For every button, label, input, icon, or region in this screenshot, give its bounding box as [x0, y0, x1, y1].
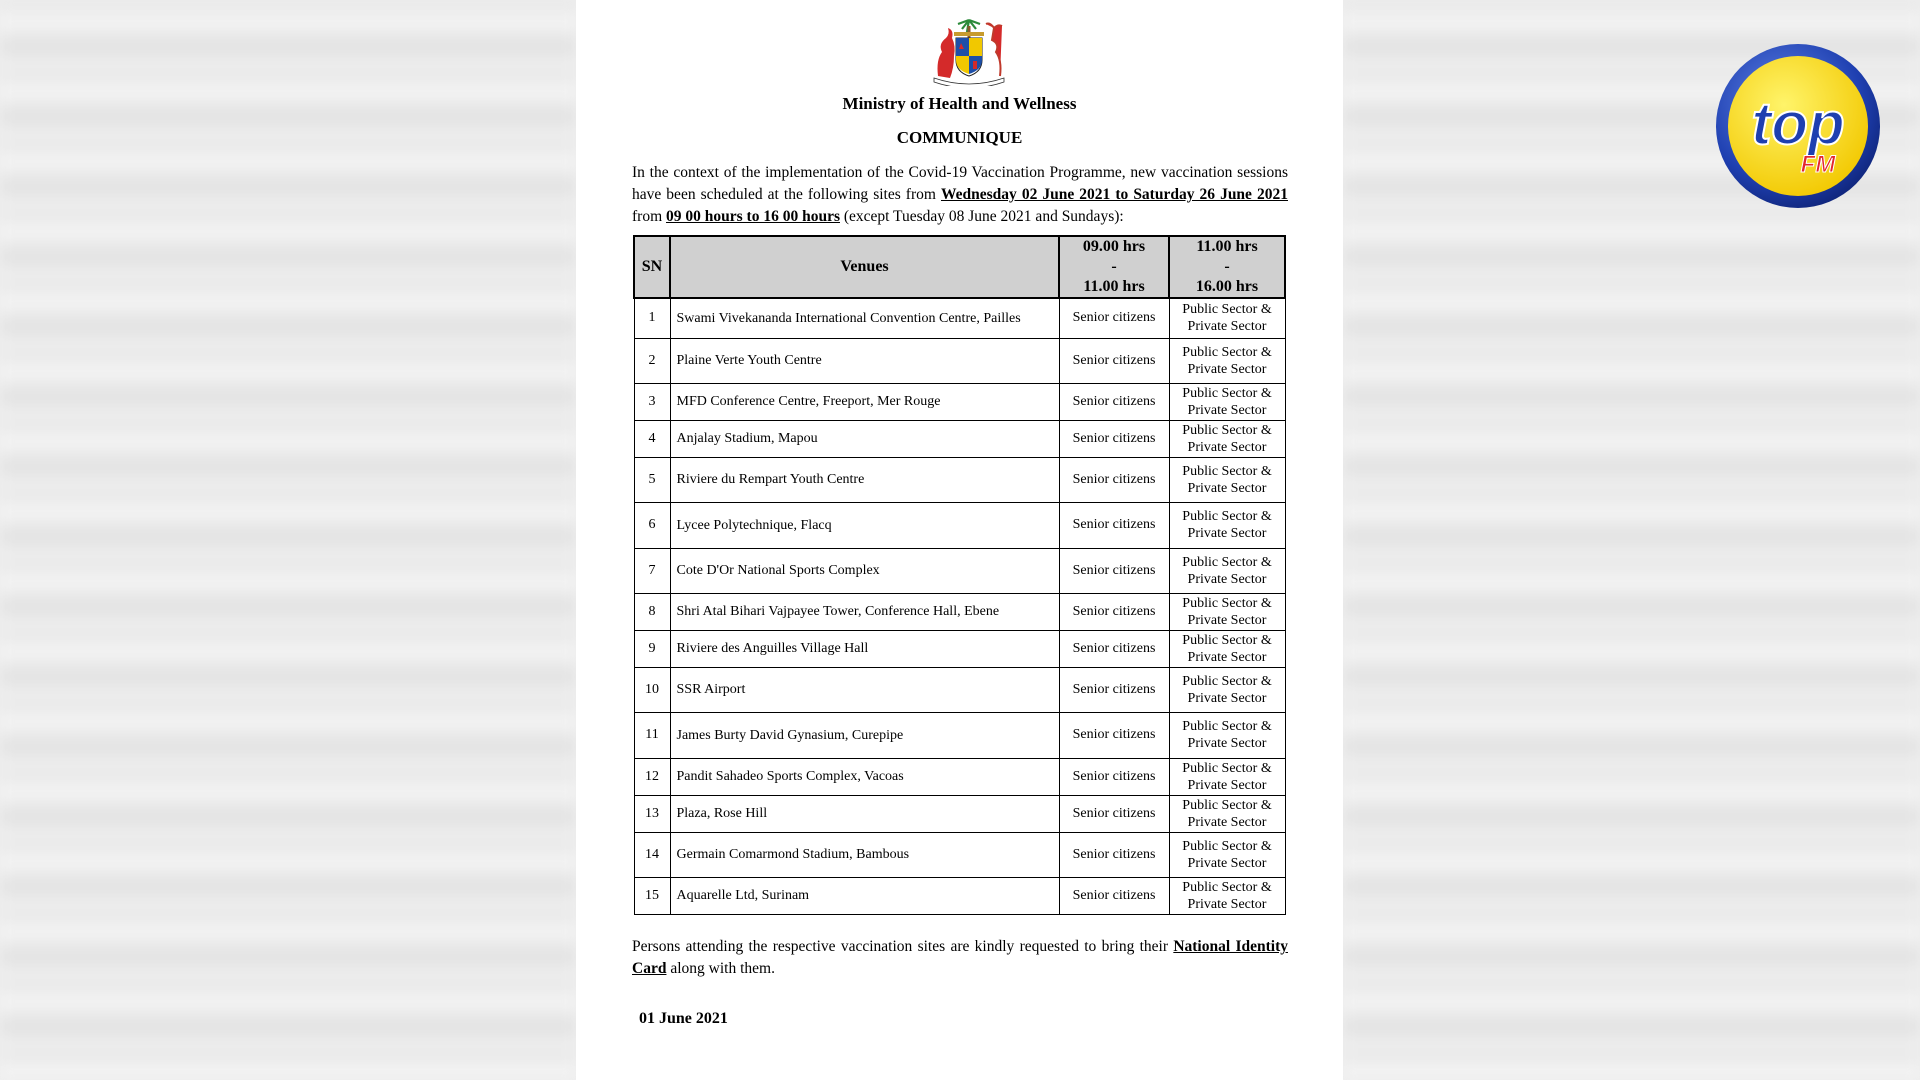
table-row — [634, 877, 1285, 914]
row-morning-group: Senior citizens — [1059, 383, 1169, 420]
row-venue: Aquarelle Ltd, Surinam — [670, 877, 1059, 914]
table-row — [634, 457, 1285, 502]
row-morning-group: Senior citizens — [1059, 758, 1169, 795]
row-venue: Germain Comarmond Stadium, Bambous — [670, 832, 1059, 877]
row-afternoon-group: Public Sector & Private Sector — [1169, 420, 1285, 457]
row-sn: 15 — [634, 877, 670, 914]
table-row — [634, 298, 1285, 338]
header-slot-afternoon-sep: - — [1224, 258, 1230, 275]
row-sn: 5 — [634, 457, 670, 502]
row-venue: James Burty David Gynasium, Curepipe — [670, 712, 1059, 758]
row-afternoon-group: Public Sector & Private Sector — [1169, 667, 1285, 712]
row-venue: Shri Atal Bihari Vajpayee Tower, Conference Hall, Ebene — [670, 593, 1059, 630]
row-sn: 3 — [634, 383, 670, 420]
communique-date: 01 June 2021 — [639, 1010, 728, 1027]
table-row — [634, 667, 1285, 712]
intro-dates: Wednesday 02 June 2021 to Saturday 26 June 2021 — [940, 186, 1288, 203]
row-afternoon-group: Public Sector & Private Sector — [1169, 548, 1285, 593]
row-morning-group: Senior citizens — [1059, 630, 1169, 667]
table-row — [634, 502, 1285, 548]
row-afternoon-group: Public Sector & Private Sector — [1169, 457, 1285, 502]
row-venue: Riviere des Anguilles Village Hall — [670, 630, 1059, 667]
row-afternoon-group: Public Sector & Private Sector — [1169, 630, 1285, 667]
intro-hours: 09 00 hours to 16 00 hours — [666, 208, 840, 225]
table-row — [634, 593, 1285, 630]
logo-text-fm: FM — [1800, 151, 1836, 178]
table-row — [634, 338, 1285, 383]
row-morning-group: Senior citizens — [1059, 338, 1169, 383]
header-slot-morning — [1059, 236, 1169, 298]
table-row — [634, 548, 1285, 593]
table-row — [634, 758, 1285, 795]
row-sn: 9 — [634, 630, 670, 667]
row-afternoon-group: Public Sector & Private Sector — [1169, 593, 1285, 630]
venues-table — [633, 235, 1286, 915]
header-slot-morning-sep: - — [1111, 258, 1117, 275]
row-venue: Plaza, Rose Hill — [670, 795, 1059, 832]
closing-text-2: along with them. — [666, 960, 775, 977]
row-sn: 12 — [634, 758, 670, 795]
blurred-background-left — [0, 0, 576, 1080]
row-venue: Anjalay Stadium, Mapou — [670, 420, 1059, 457]
row-sn: 4 — [634, 420, 670, 457]
row-venue: Riviere du Rempart Youth Centre — [670, 457, 1059, 502]
table-row — [634, 832, 1285, 877]
row-morning-group: Senior citizens — [1059, 712, 1169, 758]
row-afternoon-group: Public Sector & Private Sector — [1169, 758, 1285, 795]
row-afternoon-group: Public Sector & Private Sector — [1169, 298, 1285, 338]
row-sn: 6 — [634, 502, 670, 548]
row-venue: Cote D'Or National Sports Complex — [670, 548, 1059, 593]
row-afternoon-group: Public Sector & Private Sector — [1169, 877, 1285, 914]
row-morning-group: Senior citizens — [1059, 593, 1169, 630]
row-morning-group: Senior citizens — [1059, 877, 1169, 914]
row-afternoon-group: Public Sector & Private Sector — [1169, 712, 1285, 758]
table-row — [634, 795, 1285, 832]
intro-text-1: In the context of the implementation of the Covid-19 Vaccination Programme, new vaccination sessions have been scheduled at the following sites from — [632, 164, 1288, 203]
row-venue: SSR Airport — [670, 667, 1059, 712]
row-sn: 14 — [634, 832, 670, 877]
row-sn: 2 — [634, 338, 670, 383]
table-row — [634, 712, 1285, 758]
header-slot-afternoon — [1169, 236, 1285, 298]
row-afternoon-group: Public Sector & Private Sector — [1169, 832, 1285, 877]
header-venues: Venues — [670, 236, 1059, 298]
row-sn: 8 — [634, 593, 670, 630]
header-slot-afternoon-end: 16.00 hrs — [1195, 278, 1259, 295]
top-fm-logo — [1714, 42, 1882, 210]
table-header-row — [634, 236, 1285, 298]
row-sn: 7 — [634, 548, 670, 593]
header-sn: SN — [634, 236, 670, 298]
ministry-title: Ministry of Health and Wellness — [842, 94, 1077, 113]
intro-paragraph — [632, 162, 1288, 228]
intro-text-3: (except Tuesday 08 June 2021 and Sundays): — [839, 208, 1124, 225]
table-row — [634, 383, 1285, 420]
row-afternoon-group: Public Sector & Private Sector — [1169, 795, 1285, 832]
row-afternoon-group: Public Sector & Private Sector — [1169, 383, 1285, 420]
header-slot-morning-start: 09.00 hrs — [1082, 238, 1146, 255]
row-morning-group: Senior citizens — [1059, 457, 1169, 502]
closing-id-card: National Identity Card — [632, 938, 1288, 977]
row-afternoon-group: Public Sector & Private Sector — [1169, 502, 1285, 548]
coat-of-arms-icon — [928, 16, 1010, 86]
intro-text-2: from — [632, 208, 667, 225]
closing-text-1: Persons attending the respective vaccination sites are kindly requested to bring their — [632, 938, 1174, 955]
communique-document — [576, 0, 1343, 1080]
header-slot-afternoon-start: 11.00 hrs — [1196, 238, 1258, 255]
row-venue: Lycee Polytechnique, Flacq — [670, 502, 1059, 548]
row-morning-group: Senior citizens — [1059, 502, 1169, 548]
row-venue: Pandit Sahadeo Sports Complex, Vacoas — [670, 758, 1059, 795]
row-venue: MFD Conference Centre, Freeport, Mer Rouge — [670, 383, 1059, 420]
row-sn: 1 — [634, 298, 670, 338]
table-row — [634, 420, 1285, 457]
row-morning-group: Senior citizens — [1059, 420, 1169, 457]
table-row — [634, 630, 1285, 667]
row-morning-group: Senior citizens — [1059, 298, 1169, 338]
row-morning-group: Senior citizens — [1059, 667, 1169, 712]
row-morning-group: Senior citizens — [1059, 795, 1169, 832]
logo-text-top: top — [1751, 90, 1845, 157]
row-venue: Swami Vivekananda International Convention Centre, Pailles — [670, 298, 1059, 338]
row-venue: Plaine Verte Youth Centre — [670, 338, 1059, 383]
row-afternoon-group: Public Sector & Private Sector — [1169, 338, 1285, 383]
row-morning-group: Senior citizens — [1059, 548, 1169, 593]
row-sn: 13 — [634, 795, 670, 832]
row-morning-group: Senior citizens — [1059, 832, 1169, 877]
communique-heading: COMMUNIQUE — [896, 128, 1023, 147]
closing-paragraph — [632, 936, 1288, 980]
header-slot-morning-end: 11.00 hrs — [1083, 278, 1145, 295]
row-sn: 11 — [634, 712, 670, 758]
row-sn: 10 — [634, 667, 670, 712]
